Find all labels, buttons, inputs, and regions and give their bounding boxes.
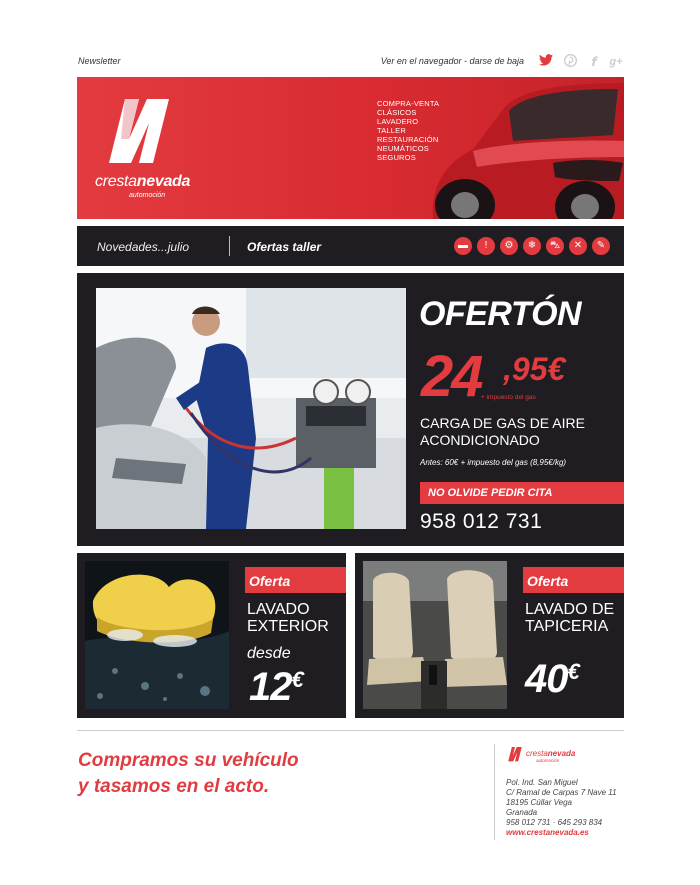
phone-number[interactable]: 958 012 731 xyxy=(420,510,543,533)
service-item: TALLER xyxy=(377,126,406,135)
address-line: Granada xyxy=(506,808,538,817)
gears-icon[interactable]: ⚙ xyxy=(500,237,518,255)
brand-name xyxy=(95,173,190,191)
card-price-value: 40 xyxy=(525,657,568,701)
google-plus-icon[interactable]: g+ xyxy=(609,56,623,68)
price-decimal: ,95€ xyxy=(503,351,566,387)
footer-vertical-divider xyxy=(494,744,495,840)
car-icon[interactable]: ▬ xyxy=(454,237,472,255)
warning-icon[interactable]: ! xyxy=(477,237,495,255)
slogan-line: y tasamos en el acto. xyxy=(78,776,270,797)
pinterest-icon[interactable] xyxy=(562,54,578,70)
address-line: 958 012 731 · 645 293 834 xyxy=(506,818,603,827)
service-item: COMPRA-VENTA xyxy=(377,99,440,108)
service-item: LAVADERO xyxy=(377,117,419,126)
nav-bar xyxy=(77,226,624,266)
nav-ofertas-link[interactable]: Ofertas taller xyxy=(247,240,322,254)
footer-brand xyxy=(526,749,575,758)
ac-snowflake-icon[interactable]: ❄ xyxy=(523,237,541,255)
footer-address xyxy=(506,778,617,838)
offer-headline: OFERTÓN xyxy=(419,295,582,333)
card-title: LAVADO DE TAPICERIA xyxy=(525,601,615,635)
card-from-label: desde xyxy=(247,645,291,662)
footer-divider xyxy=(77,730,624,731)
footer-logo xyxy=(506,744,626,768)
brand-light: cresta xyxy=(95,173,137,190)
tools-icon[interactable]: ✕ xyxy=(569,237,587,255)
nav-divider xyxy=(229,236,230,256)
address-line: 18195 Cúllar Vega xyxy=(506,798,572,807)
cresta-nevada-logo-icon xyxy=(99,95,179,165)
browser-unsubscribe-links[interactable]: Ver en el navegador - darse de baja xyxy=(380,56,524,66)
footer-brand-sub: automoción xyxy=(536,758,560,763)
price-integer: 24 xyxy=(421,344,482,409)
address-line: Pol. Ind. San Miguel xyxy=(506,778,578,787)
tax-note: + impuesto del gas xyxy=(481,394,536,401)
address-line: C/ Ramal de Carpas 7 Nave 11 xyxy=(506,788,617,797)
spray-icon[interactable]: ✎ xyxy=(592,237,610,255)
card-price-value: 12 xyxy=(249,665,292,709)
sponge-photo xyxy=(85,561,229,709)
card-price xyxy=(525,657,579,702)
footer-brand-light: cresta xyxy=(526,749,548,758)
service-icons xyxy=(454,237,614,255)
facebook-icon[interactable]: f xyxy=(591,55,597,69)
slogan-line: Compramos su vehículo xyxy=(78,750,299,771)
card-title: LAVADO EXTERIOR xyxy=(247,601,329,635)
footer-logo-icon xyxy=(506,744,524,764)
offer-card-upholstery-wash[interactable] xyxy=(355,553,624,718)
offer-card-exterior-wash[interactable] xyxy=(77,553,346,718)
twitter-icon[interactable] xyxy=(538,54,554,70)
social-links xyxy=(534,54,624,70)
footer-brand-bold: nevada xyxy=(547,749,576,758)
service-item: SEGUROS xyxy=(377,153,416,162)
brand-bold: nevada xyxy=(136,173,191,190)
appointment-banner[interactable]: NO OLVIDE PEDIR CITA xyxy=(420,482,624,504)
service-item: RESTAURACIÓN xyxy=(377,135,439,144)
offer-tag: Oferta xyxy=(245,567,346,593)
top-bar xyxy=(78,54,624,70)
website-link[interactable]: www.crestanevada.es xyxy=(506,828,589,837)
card-price-currency: € xyxy=(291,667,303,692)
offer-tag: Oferta xyxy=(523,567,624,593)
main-offer xyxy=(77,273,624,546)
red-car-image xyxy=(413,77,624,219)
nav-novedades-link[interactable]: Novedades...julio xyxy=(97,240,190,254)
footer-slogan xyxy=(78,748,299,800)
service-item: NEUMÁTICOS xyxy=(377,144,430,153)
repair-car-icon[interactable]: ⛍ xyxy=(546,237,564,255)
previous-price: Antes: 60€ + impuesto del gas (8,95€/kg) xyxy=(420,458,567,467)
brand-subtitle: automoción xyxy=(129,192,166,199)
card-price-currency: € xyxy=(567,659,579,684)
service-item: CLÁSICOS xyxy=(377,108,417,117)
mechanic-photo xyxy=(96,288,406,529)
newsletter-label: Newsletter xyxy=(78,56,121,66)
offer-description: CARGA DE GAS DE AIRE ACONDICIONADO xyxy=(420,415,585,448)
card-price xyxy=(249,665,303,710)
car-seats-photo xyxy=(363,561,507,709)
hero-banner[interactable] xyxy=(77,77,624,219)
